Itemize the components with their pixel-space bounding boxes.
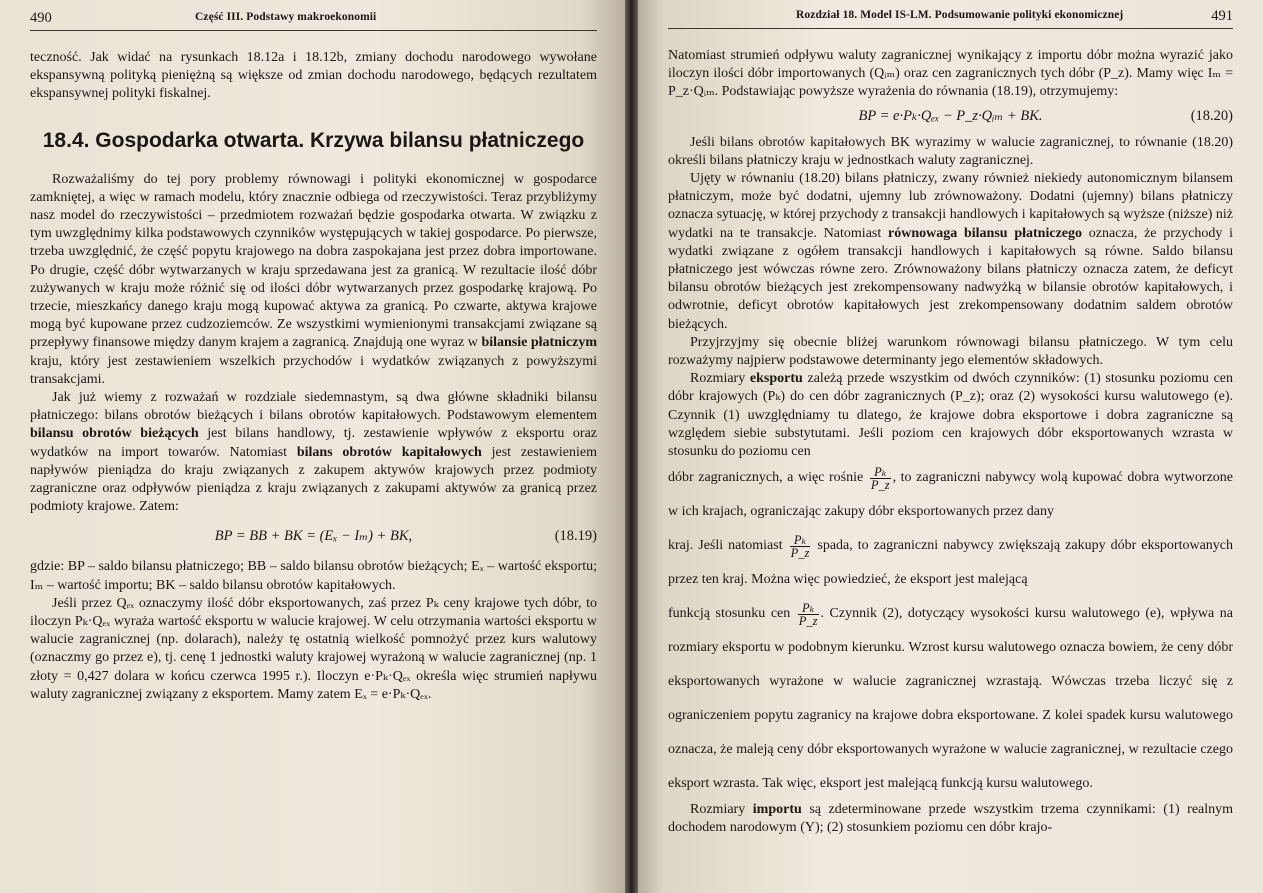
term-rownowaga-bilansu: równowaga bilansu płatniczego xyxy=(888,225,1082,241)
equation-18-19-number: (18.19) xyxy=(554,528,597,545)
term-bilans-obrotow-biezacych: bilansu obrotów bieżących xyxy=(30,426,199,442)
equation-18-20-body: BP = e·Pₖ·Qₑₓ − P_z·Qᵢₘ + BK. xyxy=(858,107,1043,124)
paragraph-import: Rozmiary importu są zdeterminowane przede wszystkim trzema czynnikami: (1) realnym dochodem narodowym (Y); (2) stosunkiem poziomu cen dóbr krajo- xyxy=(668,802,1234,836)
running-head-right xyxy=(668,8,1233,29)
equation-18-20 xyxy=(668,104,1233,130)
paragraph-export: Rozmiary eksportu zależą przede wszystkim od dwóch czynników: (1) stosunku poziomu cen dóbr krajowych (Pₖ) do cen dóbr zagranicznych (P_z); oraz (2) wysokości kursu walutowego (e). Czynnik (1) uwzględniamy tu dlatego, że krajowe dobra eksportowe i dobra zagraniczne są względem siebie substytutami. Jeśli poziom cen krajowych dóbr eksportowanych wzrasta w stosunku do poziomu cen xyxy=(668,371,1233,460)
price-ratio-fraction: $\frac{\text{Pₖ}}{P\_z}$ xyxy=(798,600,818,628)
paragraph-export-frac-3: funkcją stosunku cen $\frac{\text{Pₖ}}{P\_z}$ . Czynnik (2), dotyczący wysokości kursu walutowego (e), wpływa na rozmiary eksportu w podobnym kierunku. Wzrost kursu walutowego oznacza bowiem, że ceny dóbr eksportowanych wyrażone w walucie zagranicznej wzrastają. Wówczas trzeba liczyć się z ograniczeniem popytu zagranicy na krajowe dobra eksportowane. Z kolei spadek kursu walutowego oznacza, że maleją ceny dóbr eksportowanych wyrażone w walucie zagranicznej, w rezultacie czego eksport wzrasta. Tak więc, eksport jest malejącą funkcją kursu walutowego. xyxy=(668,600,1233,792)
price-ratio-fraction: $\frac{\text{Pₖ}}{P\_z}$ xyxy=(790,532,810,560)
paragraph-export-value: Jeśli przez Qₑₓ oznaczymy ilość dóbr eksportowanych, zaś przez Pₖ ceny krajowe tych dóbr, to iloczyn Pₖ·Qₑₓ wyraża wartość eksportu w walucie krajowej. W celu otrzymania wartości eksportu w walucie zagranicznej (np. dolarach), należy tę ostatnią wielkość pomnożyć przez kurs walutowy (oznaczmy go przez e), tj. cenę 1 jednostki waluty krajowej wyrażoną w walucie zagranicznej (np. 1 złoty = 0,427 dolara w końcu czerwca 1995 r.). Iloczyn e·Pₖ·Qₑₓ określa więc strumień napływu waluty zagranicznej związany z eksportem. Mamy zatem Eₓ = e·Pₖ·Qₑₓ. xyxy=(30,595,597,702)
page-number-left: 490 xyxy=(30,10,52,26)
left-page xyxy=(0,0,625,893)
price-ratio-fraction: $\frac{\text{Pₖ}}{P\_z}$ xyxy=(870,464,890,492)
term-bilans-obrotow-kapitalowych: bilans obrotów kapitałowych xyxy=(296,444,482,460)
right-page xyxy=(638,0,1263,893)
page-number-right: 491 xyxy=(1211,8,1233,24)
equation-18-20-number: (18.20) xyxy=(1190,107,1233,124)
paragraph-import-outflow: Natomiast strumień odpływu waluty zagranicznej wynikający z importu dóbr można wyrazić jako iloczyn ilości dóbr importowanych (Qᵢₘ) oraz cen zagranicznych tych dóbr (P_z). Mamy więc Iₘ = P_z·Qᵢₘ. Podstawiając powyższe wyrażenia do równania (18.19), otrzymujemy: xyxy=(668,48,1233,100)
paragraph-balance-components: Jak już wiemy z rozważań w rozdziale siedemnastym, są dwa główne składniki bilansu płatniczego: bilans obrotów bieżących i bilans obrotów kapitałowych. Podstawowym elementem bilansu obrotów bieżących jest bilans handlowy, tj. zestawienie wpływów z eksportu oraz wydatków na import towarów. Natomiast bilans obrotów kapitałowych jest zestawieniem napływów pieniądza do kraju związanych z zakupem aktywów krajowych przez podmioty zagraniczne oraz odpływów pieniądza z kraju związanych z zakupami aktywów za granicą przez podmioty krajowe. Zatem: xyxy=(30,390,598,515)
paragraph-export-frac-2: kraj. Jeśli natomiast $\frac{\text{Pₖ}}{P\_z}$ spada, to zagraniczni nabywcy zwiększają zakupy dóbr eksportowanych przez ten kraj. Można więc powiedzieć, że eksport jest malejącą xyxy=(668,532,1234,588)
term-eksport: eksportu xyxy=(749,371,803,387)
equation-18-19 xyxy=(30,524,597,550)
equation-18-19-body: BP = BB + BK = (Eₓ − Iₘ) + BK, xyxy=(214,528,413,545)
paragraph-symbols: gdzie: BP – saldo bilansu płatniczego; BB – saldo bilansu obrotów bieżących; Eₓ – wartość eksportu; Iₘ – wartość importu; BK – saldo bilansu obrotów kapitałowych. xyxy=(30,559,597,593)
paragraph-determinants: Przyjrzyjmy się obecnie bliżej warunkom równowagi bilansu płatniczego. W tym celu rozważymy najpierw podstawowe determinanty jego elementów składowych. xyxy=(668,334,1233,369)
book-gutter xyxy=(625,0,638,893)
running-head-left xyxy=(30,10,597,31)
running-title-right: Rozdział 18. Model IS-LM. Podsumowanie polityki ekonomicznej xyxy=(796,9,1124,21)
paragraph-open-economy: Rozważaliśmy do tej pory problemy równowagi i polityki ekonomicznej w gospodarce zamkniętej, a więc w ramach modelu, który znacznie odbiega od rzeczywistości. Teraz przybliżymy nasz model do rzeczywistości – przedmiotem rozważań będzie gospodarka otwarta. W związku z tym uwzględnimy kilka podstawowych czynników występujących w takiej gospodarce. Po pierwsze, trzeba uwzględnić, że część popytu krajowego na dobra zaspokajana jest przez dobra importowane. Po drugie, część dóbr wytwarzanych w kraju sprzedawana jest za granicą. W rezultacie ilość dóbr zużywanych w kraju może różnić się od ilości dóbr wytwarzanych przez gospodarkę krajową. Po trzecie, mieszkańcy danego kraju mogą kupować aktywa za granicą. Po czwarte, aktywa krajowe mogą być kupowane przez cudzoziemców. Ze wszystkimi wymienionymi transakcjami związane są przepływy finansowe między danym krajem a zagranicą. Znajdują one wyraz w bilansie płatniczym kraju, który jest zestawieniem wszelkich przychodów i wydatków związanych z powyższymi transakcjami. xyxy=(30,171,597,387)
term-import: importu xyxy=(752,802,802,818)
intro-paragraph: teczność. Jak widać na rysunkach 18.12a i 18.12b, zmiany dochodu narodowego wywołane ekspansywną polityką pieniężną są większe od zmian dochodu narodowego, będących rezultatem ekspansywnej polityki fiskalnej. xyxy=(30,50,597,102)
running-title-left: Część III. Podstawy makroekonomii xyxy=(195,11,377,23)
section-heading: 18.4. Gospodarka otwarta. Krzywa bilansu płatniczego xyxy=(42,128,585,152)
paragraph-export-frac-1: dóbr zagranicznych, a więc rośnie $\frac{\text{Pₖ}}{P\_z}$ , to zagraniczni nabywcy wolą kupować dobra wytworzone w ich krajach, ograniczając zakupy dóbr eksportowanych przez dany xyxy=(668,464,1233,520)
paragraph-bp-equilibrium: Ujęty w równaniu (18.20) bilans płatniczy, zwany również niekiedy autonomicznym bilansem płatniczym, może być dodatni, ujemny lub zrównoważony. Dodatni (ujemny) bilans płatniczy oznacza sytuację, w której przychody z transakcji handlowych i kapitałowych są wyższe (niższe) niż wydatki na te transakcje. Natomiast równowaga bilansu płatniczego oznacza, że przychody i wydatki związane z ogółem transakcji handlowych i kapitałowych są równe. Saldo bilansu płatniczego jest wówczas równe zero. Zrównoważony bilans płatniczy oznacza zatem, że deficyt bilansu obrotów bieżących jest zrekompensowany nadwyżką w bilansie obrotów kapitałowych, i odwrotnie, deficyt obrotów kapitałowych jest zrekompensowany dodatnim saldem obrotów bieżących. xyxy=(668,171,1234,332)
paragraph-foreign-currency: Jeśli bilans obrotów kapitałowych BK wyrazimy w walucie zagranicznej, to równanie (18.20) określi bilans płatniczy kraju w jednostkach waluty zagranicznej. xyxy=(668,134,1233,168)
term-bilans-platniczy: bilansie płatniczym xyxy=(481,335,597,351)
